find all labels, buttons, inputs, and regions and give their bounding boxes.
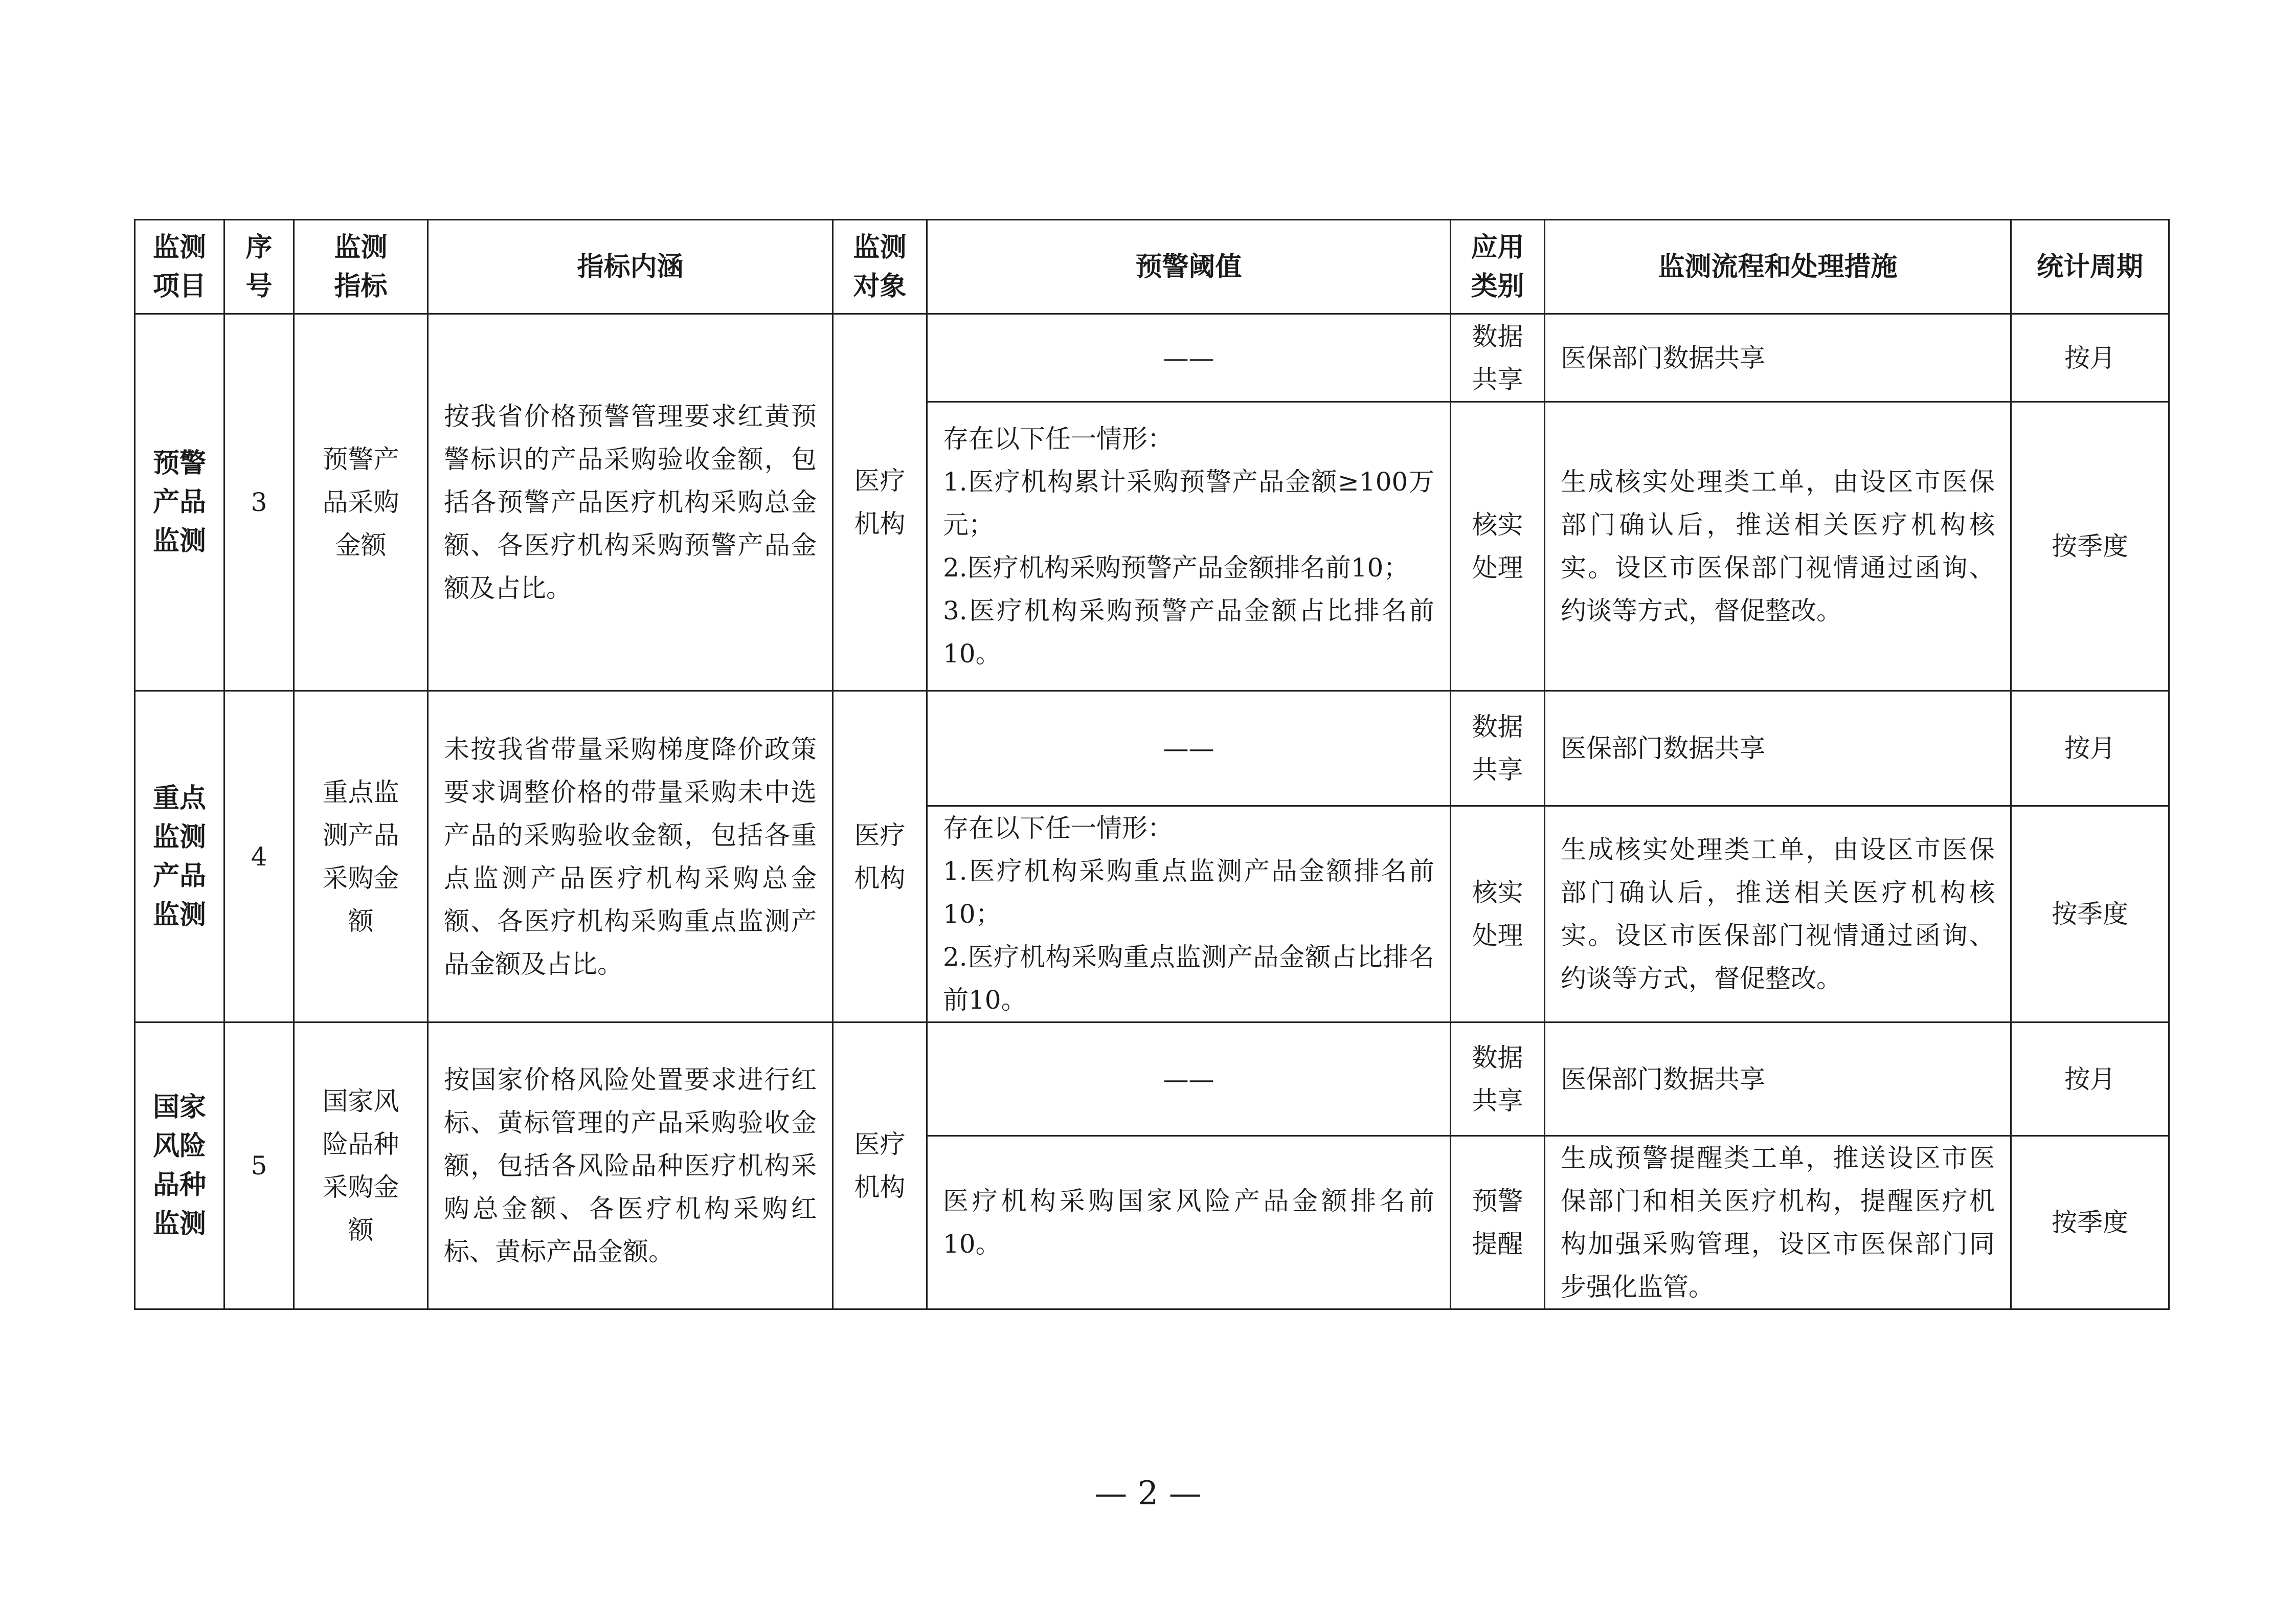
table-row (135, 1022, 2169, 1136)
threshold-cell: —— (927, 691, 1451, 806)
indicator-meaning: 未按我省带量采购梯度降价政策要求调整价格的带量采购未中选产品的采购验收金额，包括各重点监测产品医疗机构采购总金额、各医疗机构采购重点监测产品金额及占比。 (428, 691, 833, 1022)
threshold-cell: —— (927, 1022, 1451, 1136)
indicator-name: 国家风 险品种 采购金 额 (294, 1022, 428, 1309)
indicator-name: 预警产 品采购 金额 (294, 314, 428, 691)
category-cell: 数据 共享 (1451, 314, 1545, 402)
page-number: — 2 — (1094, 1475, 1202, 1512)
category-cell: 数据 共享 (1451, 691, 1545, 806)
header-meaning: 指标内涵 (428, 220, 833, 314)
monitor-item: 重点 监测 产品 监测 (135, 691, 224, 1022)
indicator-meaning: 按我省价格预警管理要求红黄预警标识的产品采购验收金额，包括各预警产品医疗机构采购总金额、各医疗机构采购预警产品金额及占比。 (428, 314, 833, 691)
indicator-meaning: 按国家价格风险处置要求进行红标、黄标管理的产品采购验收金额，包括各风险品种医疗机构采购总金额、各医疗机构采购红标、黄标产品金额。 (428, 1022, 833, 1309)
threshold-cell: 医疗机构采购国家风险产品金额排名前10。 (927, 1136, 1451, 1309)
header-process: 监测流程和处理措施 (1545, 220, 2011, 314)
period-cell: 按季度 (2011, 402, 2169, 691)
seq-number: 3 (224, 314, 294, 691)
period-cell: 按月 (2011, 1022, 2169, 1136)
monitor-target: 医疗 机构 (833, 314, 927, 691)
process-cell: 医保部门数据共享 (1545, 1022, 2011, 1136)
indicator-name: 重点监 测产品 采购金 额 (294, 691, 428, 1022)
header-category: 应用 类别 (1451, 220, 1545, 314)
header-target: 监测 对象 (833, 220, 927, 314)
seq-number: 5 (224, 1022, 294, 1309)
category-cell: 数据 共享 (1451, 1022, 1545, 1136)
header-period: 统计周期 (2011, 220, 2169, 314)
process-cell: 生成核实处理类工单，由设区市医保部门确认后，推送相关医疗机构核实。设区市医保部门视情通过函询、约谈等方式，督促整改。 (1545, 806, 2011, 1022)
period-cell: 按季度 (2011, 1136, 2169, 1309)
monitor-target: 医疗 机构 (833, 691, 927, 1022)
period-cell: 按季度 (2011, 806, 2169, 1022)
header-item: 监测 项目 (135, 220, 224, 314)
process-cell: 医保部门数据共享 (1545, 314, 2011, 402)
category-cell: 预警 提醒 (1451, 1136, 1545, 1309)
process-cell: 生成预警提醒类工单，推送设区市医保部门和相关医疗机构，提醒医疗机构加强采购管理，设区市医保部门同步强化监管。 (1545, 1136, 2011, 1309)
threshold-cell: 存在以下任一情形： 1.医疗机构采购重点监测产品金额排名前10； 2.医疗机构采购重点监测产品金额占比排名前10。 (927, 806, 1451, 1022)
category-cell: 核实 处理 (1451, 402, 1545, 691)
monitor-target: 医疗 机构 (833, 1022, 927, 1309)
monitoring-table (134, 219, 2170, 1310)
header-threshold: 预警阈值 (927, 220, 1451, 314)
seq-number: 4 (224, 691, 294, 1022)
period-cell: 按月 (2011, 314, 2169, 402)
threshold-cell: —— (927, 314, 1451, 402)
header-indicator: 监测 指标 (294, 220, 428, 314)
monitor-item: 国家 风险 品种 监测 (135, 1022, 224, 1309)
process-cell: 生成核实处理类工单，由设区市医保部门确认后，推送相关医疗机构核实。设区市医保部门视情通过函询、约谈等方式，督促整改。 (1545, 402, 2011, 691)
threshold-cell: 存在以下任一情形： 1.医疗机构累计采购预警产品金额≥100万元； 2.医疗机构采购预警产品金额排名前10； 3.医疗机构采购预警产品金额占比排名前10。 (927, 402, 1451, 691)
monitor-item: 预警 产品 监测 (135, 314, 224, 691)
category-cell: 核实 处理 (1451, 806, 1545, 1022)
table-row (135, 691, 2169, 806)
period-cell: 按月 (2011, 691, 2169, 806)
process-cell: 医保部门数据共享 (1545, 691, 2011, 806)
table-row (135, 314, 2169, 402)
header-row (135, 220, 2169, 314)
header-seq: 序 号 (224, 220, 294, 314)
